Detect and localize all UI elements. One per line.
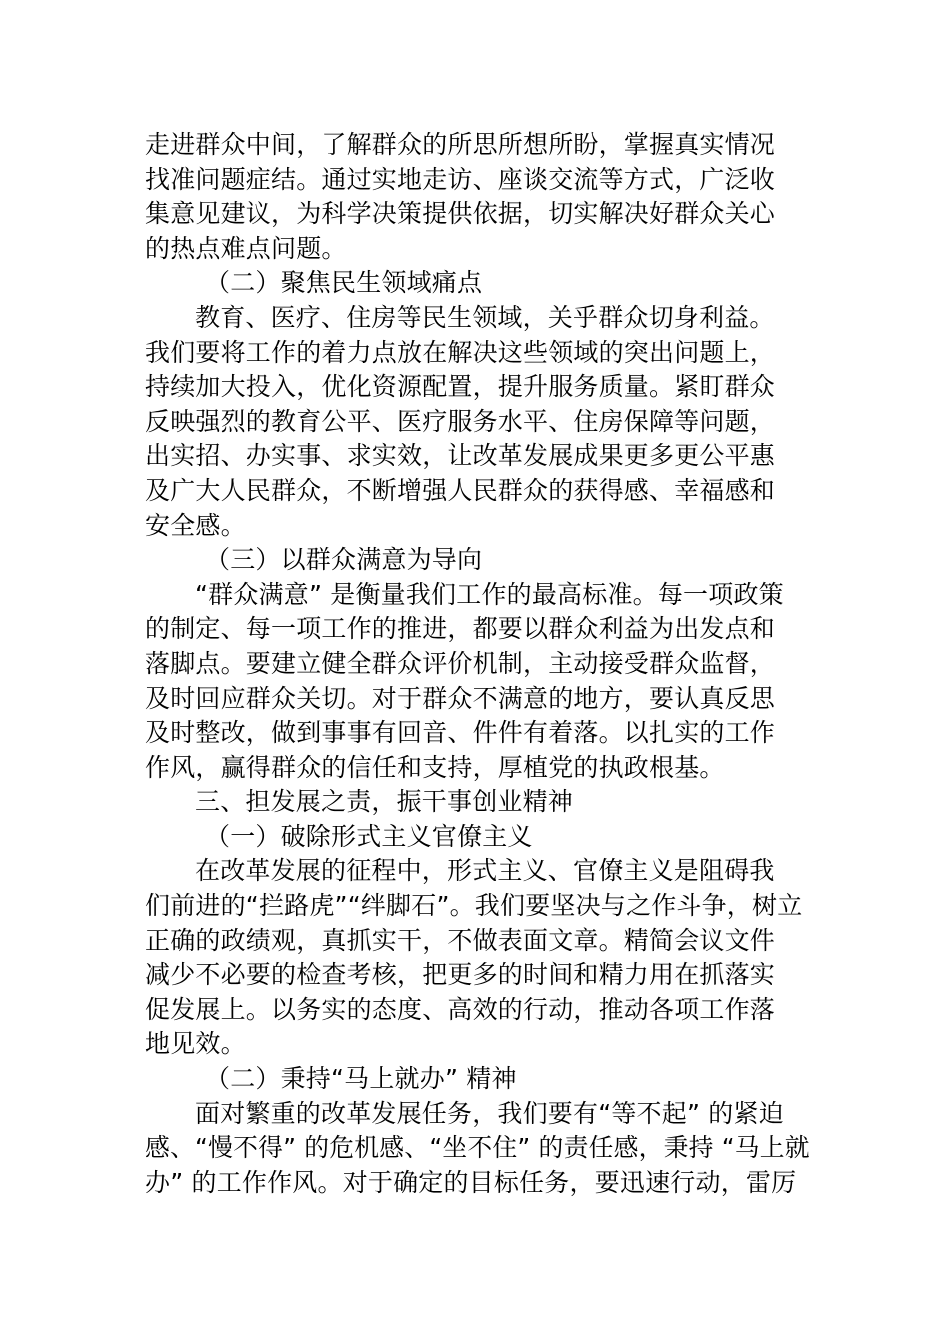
- text-line: 及时整改，做到事事有回音、件件有着落。以扎实的工作: [145, 718, 776, 748]
- text-line: 们前进的“拦路虎”“绊脚石”。我们要坚决与之作斗争，树立: [145, 891, 803, 921]
- text-line: 减少不必要的检查考核，把更多的时间和精力用在抓落实: [145, 960, 776, 990]
- text-line: 的热点难点问题。: [145, 233, 347, 263]
- text-line: 落脚点。要建立健全群众评价机制，主动接受群众监督，: [145, 648, 776, 678]
- text-line: 找准问题症结。通过实地走访、座谈交流等方式，广泛收: [145, 164, 776, 194]
- text-line: 感、“慢不得” 的危机感、“坐不住” 的责任感，秉持 “马上就: [145, 1133, 810, 1163]
- text-line: 反映强烈的教育公平、医疗服务水平、住房保障等问题，: [145, 406, 776, 436]
- text-line: 教育、医疗、住房等民生领域，关乎群众切身利益。: [195, 302, 775, 332]
- text-line: 持续加大投入，优化资源配置，提升服务质量。紧盯群众: [145, 372, 776, 402]
- text-line: 集意见建议，为科学决策提供依据，切实解决好群众关心: [145, 199, 776, 229]
- text-line: “群众满意” 是衡量我们工作的最高标准。每一项政策: [195, 579, 784, 609]
- text-line: 促发展上。以务实的态度、高效的行动，推动各项工作落: [145, 994, 776, 1024]
- text-line: 在改革发展的征程中，形式主义、官僚主义是阻碍我: [195, 856, 775, 886]
- section-heading: （二）聚焦民生领域痛点: [205, 268, 483, 298]
- text-line: 地见效。: [145, 1029, 246, 1059]
- text-line: 办” 的工作作风。对于确定的目标任务，要迅速行动，雷厉: [145, 1167, 797, 1197]
- text-line: 走进群众中间，了解群众的所思所想所盼，掌握真实情况: [145, 130, 776, 159]
- text-line: 及广大人民群众，不断增强人民群众的获得感、幸福感和: [145, 475, 776, 505]
- text-line: 及时回应群众关切。对于群众不满意的地方，要认真反思: [145, 683, 776, 713]
- section-heading: （三）以群众满意为导向: [205, 545, 483, 575]
- text-line: 正确的政绩观，真抓实干，不做表面文章。精简会议文件: [145, 925, 776, 955]
- text-line: 的制定、每一项工作的推进，都要以群众利益为出发点和: [145, 614, 776, 644]
- text-line: 出实招、办实事、求实效，让改革发展成果更多更公平惠: [145, 441, 776, 471]
- document-body: [145, 128, 810, 1200]
- section-heading: （一）破除形式主义官僚主义: [205, 821, 533, 851]
- text-line: 安全感。: [145, 510, 246, 540]
- section-heading: （二）秉持“马上就办” 精神: [205, 1064, 517, 1094]
- text-line: 三、担发展之责，振干事创业精神: [195, 787, 574, 817]
- text-line: 面对繁重的改革发展任务，我们要有“等不起” 的紧迫: [195, 1098, 784, 1128]
- text-line: 我们要将工作的着力点放在解决这些领域的突出问题上，: [145, 337, 776, 367]
- text-line: 作风，赢得群众的信任和支持，厚植党的执政根基。: [145, 752, 725, 782]
